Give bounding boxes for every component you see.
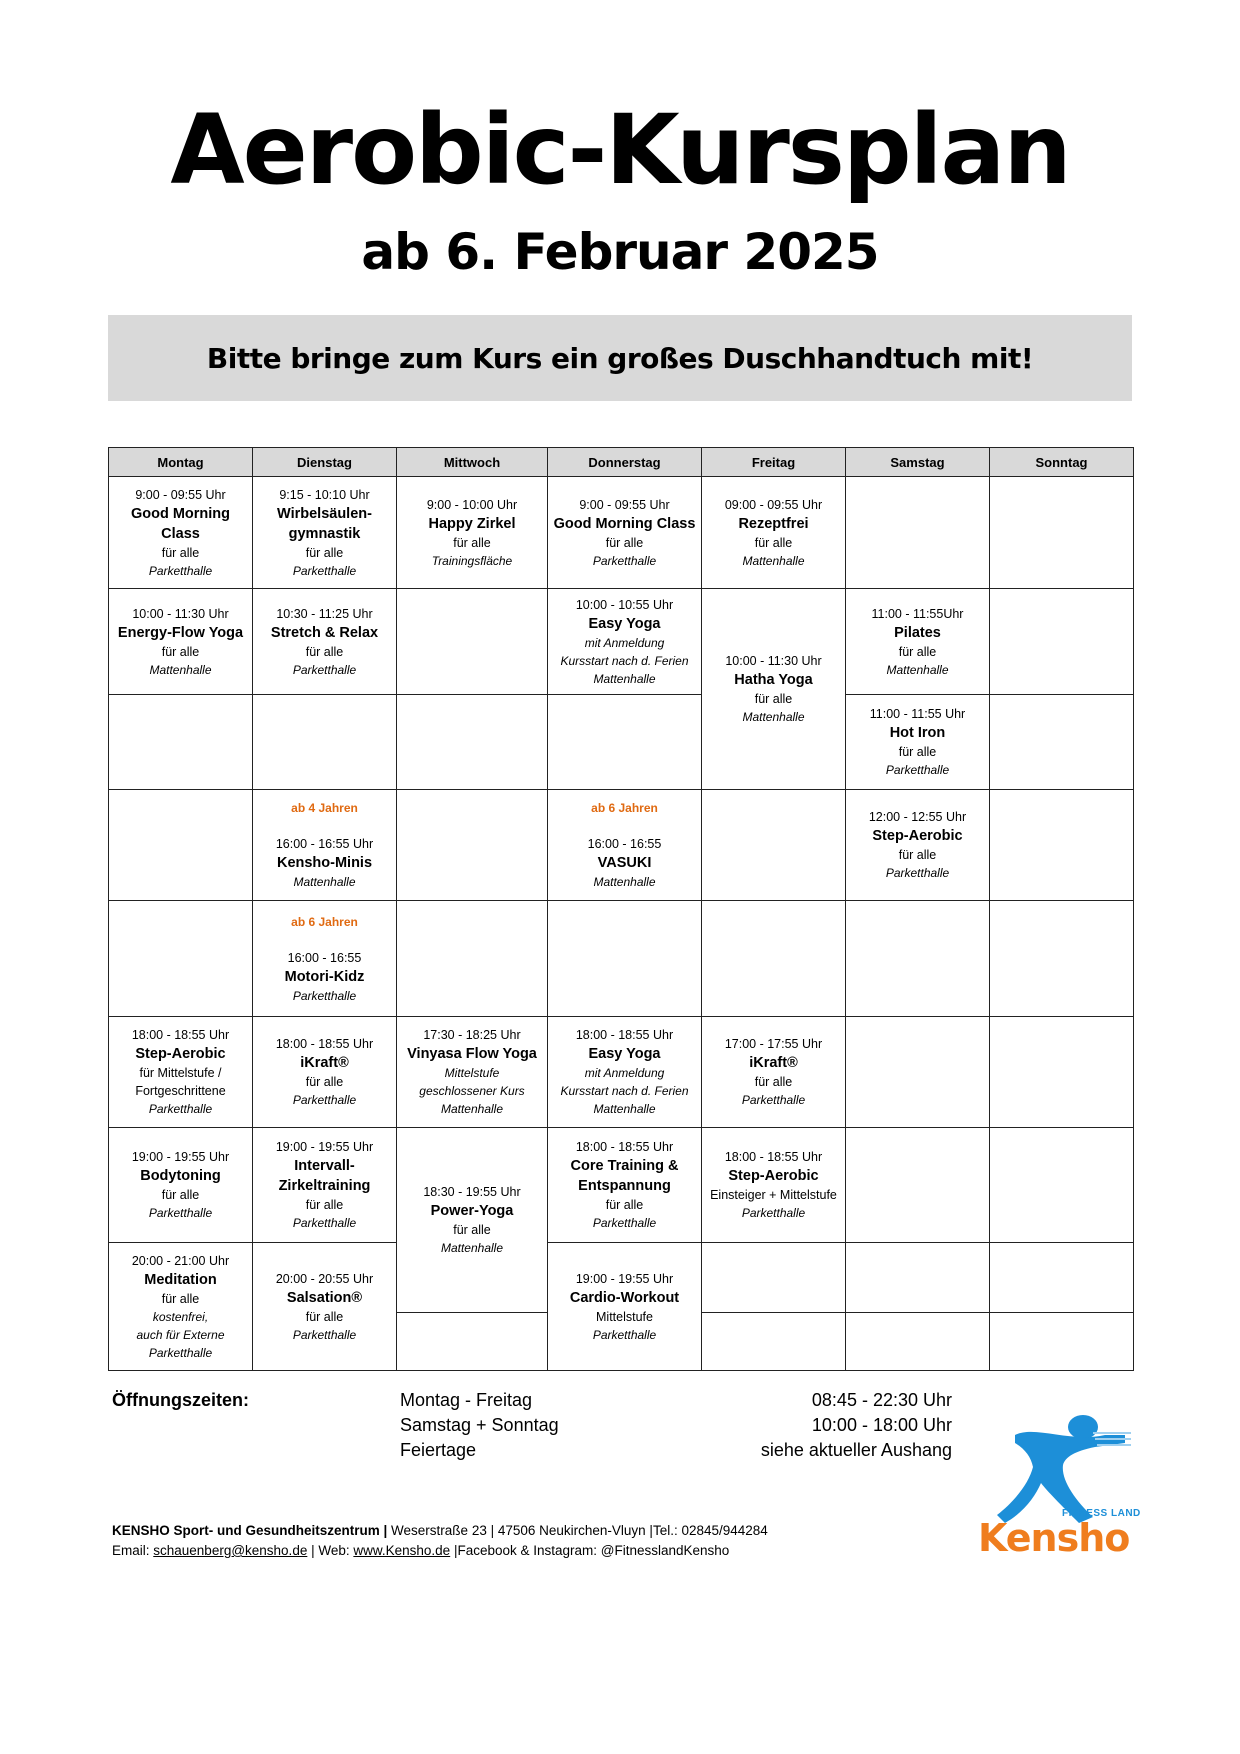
- course-cell: [253, 901, 397, 1017]
- course-audience: für alle: [161, 644, 200, 659]
- course-room: Trainingsfläche: [431, 553, 513, 568]
- empty-cell: [702, 1313, 846, 1371]
- course-room: Mattenhalle: [593, 1102, 656, 1116]
- course-room: Mattenhalle: [293, 875, 356, 889]
- course-cell: [548, 1017, 702, 1128]
- course-time: 18:00 - 18:55 Uhr: [575, 1140, 674, 1154]
- empty-cell: [397, 901, 548, 1017]
- course-time: 9:15 - 10:10 Uhr: [279, 487, 370, 502]
- course-room: Parketthalle: [292, 1327, 357, 1342]
- contact-footer: [112, 1521, 768, 1561]
- course-room: Parketthalle: [885, 763, 950, 777]
- course-room: Parketthalle: [292, 563, 357, 578]
- course-room: Parketthalle: [741, 1206, 806, 1220]
- course-time: 18:00 - 18:55 Uhr: [575, 1028, 674, 1042]
- empty-cell: [990, 589, 1134, 695]
- course-room: Mattenhalle: [742, 553, 805, 568]
- course-audience: für alle: [161, 545, 200, 560]
- day-header: Montag: [109, 448, 253, 477]
- course-note: mit Anmeldung: [584, 635, 665, 650]
- course-cell: [253, 477, 397, 589]
- course-note: Kursstart nach d. Ferien: [560, 1084, 689, 1098]
- course-audience: Einsteiger + Mittelstufe: [710, 1188, 837, 1202]
- empty-cell: [846, 901, 990, 1017]
- course-room: Parketthalle: [148, 563, 213, 578]
- age-label: ab 4 Jahren: [291, 801, 358, 815]
- day-header: Samstag: [846, 448, 990, 477]
- empty-cell: [548, 695, 702, 790]
- schedule-row: [109, 1017, 1134, 1128]
- course-cell: [253, 1017, 397, 1128]
- course-time: 11:00 - 11:55 Uhr: [869, 707, 966, 721]
- course-cell: [109, 1017, 253, 1128]
- hours-days: Feiertage: [400, 1440, 477, 1460]
- empty-cell: [702, 901, 846, 1017]
- course-name: Rezeptfrei: [738, 515, 809, 532]
- course-time: 9:00 - 09:55 Uhr: [579, 497, 670, 512]
- course-room: Parketthalle: [292, 988, 357, 1003]
- hours-time: 10:00 - 18:00 Uhr: [811, 1415, 952, 1435]
- course-cell: [846, 695, 990, 790]
- course-room: Parketthalle: [592, 1216, 657, 1230]
- course-note: Mittelstufe: [444, 1066, 500, 1080]
- course-name: iKraft®: [300, 1055, 349, 1071]
- course-name: iKraft®: [749, 1055, 798, 1071]
- course-time: 10:00 - 10:55 Uhr: [575, 597, 674, 612]
- course-name: Wirbelsäulen-gymnastik: [277, 505, 372, 542]
- logo-brand: Kensho: [978, 1516, 1130, 1560]
- course-name: Pilates: [894, 624, 941, 641]
- course-audience: für alle: [898, 848, 937, 862]
- age-label: ab 6 Jahren: [291, 914, 358, 929]
- course-audience: für alle: [605, 535, 644, 550]
- course-name: Vinyasa Flow Yoga: [407, 1046, 537, 1062]
- course-cell: [109, 1128, 253, 1243]
- course-room: Parketthalle: [592, 553, 657, 568]
- course-time: 10:30 - 11:25 Uhr: [276, 606, 373, 621]
- empty-cell: [990, 695, 1134, 790]
- course-audience: Fortgeschrittene: [135, 1084, 226, 1098]
- course-room: Mattenhalle: [440, 1102, 504, 1116]
- empty-cell: [109, 695, 253, 790]
- course-time: 18:00 - 18:55 Uhr: [275, 1037, 374, 1051]
- empty-cell: [990, 1243, 1134, 1313]
- course-cell: [702, 1017, 846, 1128]
- course-time: 16:00 - 16:55: [287, 950, 362, 965]
- course-name: Motori-Kidz: [284, 968, 365, 985]
- course-name: Energy-Flow Yoga: [117, 624, 244, 641]
- course-room: Parketthalle: [741, 1093, 806, 1107]
- course-note: geschlossener Kurs: [419, 1084, 525, 1098]
- course-audience: für alle: [305, 1198, 344, 1212]
- course-name: VASUKI: [597, 855, 652, 871]
- empty-cell: [397, 695, 548, 790]
- course-cell: [702, 477, 846, 589]
- course-audience: für alle: [161, 1291, 200, 1306]
- course-room: Mattenhalle: [742, 710, 805, 724]
- course-note: mit Anmeldung: [584, 1066, 665, 1080]
- empty-cell: [846, 1243, 990, 1313]
- course-name: Kensho-Minis: [276, 855, 373, 871]
- course-cell: [109, 589, 253, 695]
- opening-hours-label: Öffnungszeiten:: [112, 1390, 249, 1410]
- course-time: 19:00 - 19:55 Uhr: [275, 1140, 374, 1154]
- schedule-row: [109, 790, 1134, 901]
- course-audience: für alle: [305, 1075, 344, 1089]
- course-time: 16:00 - 16:55: [587, 837, 662, 851]
- course-note: kostenfrei,: [152, 1309, 209, 1324]
- empty-cell: [846, 477, 990, 589]
- course-cell: [253, 589, 397, 695]
- course-cell: [253, 1128, 397, 1243]
- day-header: Donnerstag: [548, 448, 702, 477]
- course-time: 10:00 - 11:30 Uhr: [725, 654, 822, 668]
- course-room: Mattenhalle: [886, 662, 949, 677]
- address: Weserstraße 23 | 47506 Neukirchen-Vluyn |Tel.: 02845/944284: [387, 1523, 768, 1538]
- schedule-row: [109, 589, 1134, 695]
- course-audience: für alle: [161, 1188, 200, 1202]
- course-room: Mattenhalle: [593, 671, 656, 686]
- web-label: | Web:: [307, 1543, 354, 1558]
- page-title: Aerobic-Kursplan: [170, 94, 1070, 206]
- course-audience: für alle: [754, 1075, 793, 1089]
- day-header: Mittwoch: [397, 448, 548, 477]
- course-time: 12:00 - 12:55 Uhr: [868, 810, 967, 824]
- schedule-row: [109, 901, 1134, 1017]
- contact-line: [112, 1541, 768, 1561]
- empty-cell: [990, 1313, 1134, 1371]
- empty-cell: [990, 790, 1134, 901]
- empty-cell: [397, 1313, 548, 1371]
- course-time: 10:00 - 11:30 Uhr: [132, 606, 229, 621]
- day-header: Freitag: [702, 448, 846, 477]
- course-audience: für alle: [898, 745, 937, 759]
- course-cell: [846, 790, 990, 901]
- course-cell: [548, 1243, 702, 1371]
- course-name: Cardio-Workout: [569, 1289, 680, 1306]
- course-cell: [548, 589, 702, 695]
- course-name: Intervall-Zirkeltraining: [278, 1158, 371, 1194]
- course-note: auch für Externe: [136, 1327, 225, 1342]
- course-audience: für alle: [453, 535, 491, 550]
- course-cell: [397, 1128, 548, 1313]
- course-audience: für alle: [305, 545, 344, 560]
- day-header: Sonntag: [990, 448, 1134, 477]
- empty-cell: [253, 695, 397, 790]
- course-audience: für alle: [305, 1309, 344, 1324]
- empty-cell: [990, 1128, 1134, 1243]
- empty-cell: [397, 790, 548, 901]
- course-name: Good Morning Class: [130, 505, 231, 542]
- course-cell: [109, 1243, 253, 1371]
- course-cell: [702, 1128, 846, 1243]
- course-time: 18:30 - 19:55 Uhr: [423, 1185, 521, 1199]
- course-name: Good Morning Class: [553, 515, 696, 532]
- course-time: 11:00 - 11:55Uhr: [871, 606, 964, 621]
- schedule-row: [109, 477, 1134, 589]
- course-name: Power-Yoga: [430, 1203, 514, 1219]
- course-audience: Mittelstufe: [596, 1309, 653, 1324]
- course-name: Bodytoning: [140, 1168, 221, 1184]
- course-name: Easy Yoga: [588, 1046, 661, 1062]
- course-room: Mattenhalle: [149, 662, 212, 677]
- course-cell: [253, 790, 397, 901]
- course-room: Mattenhalle: [440, 1241, 504, 1255]
- course-name: Step-Aerobic: [872, 828, 963, 844]
- course-time: 20:00 - 20:55 Uhr: [275, 1271, 374, 1286]
- course-room: Parketthalle: [592, 1327, 657, 1342]
- course-time: 19:00 - 19:55 Uhr: [575, 1271, 674, 1286]
- course-name: Step-Aerobic: [728, 1168, 819, 1184]
- course-audience: für alle: [898, 644, 937, 659]
- empty-cell: [846, 1017, 990, 1128]
- day-header: Dienstag: [253, 448, 397, 477]
- course-room: Parketthalle: [292, 662, 357, 677]
- logo-tagline: FITNESS LAND: [1062, 1508, 1141, 1519]
- age-label: ab 6 Jahren: [591, 801, 658, 815]
- course-time: 9:00 - 09:55 Uhr: [135, 487, 226, 502]
- course-cell: [846, 589, 990, 695]
- empty-cell: [846, 1313, 990, 1371]
- hours-time: 08:45 - 22:30 Uhr: [811, 1390, 952, 1410]
- course-name: Happy Zirkel: [428, 515, 516, 532]
- course-room: Parketthalle: [148, 1102, 213, 1116]
- course-name: Easy Yoga: [588, 615, 661, 632]
- course-room: Parketthalle: [148, 1345, 213, 1360]
- course-cell: [548, 477, 702, 589]
- course-name: Hatha Yoga: [734, 672, 813, 688]
- course-time: 18:00 - 18:55 Uhr: [724, 1150, 823, 1164]
- empty-cell: [548, 901, 702, 1017]
- web-link[interactable]: www.Kensho.de: [353, 1543, 451, 1558]
- schedule-row: [109, 695, 1134, 790]
- course-cell: [702, 589, 846, 790]
- course-room: Parketthalle: [148, 1206, 213, 1220]
- schedule-row: [109, 1243, 1134, 1313]
- course-room: Mattenhalle: [593, 875, 656, 889]
- course-time: 09:00 - 09:55 Uhr: [724, 497, 823, 512]
- course-schedule-table: [108, 447, 1134, 1371]
- course-time: 19:00 - 19:55 Uhr: [131, 1150, 230, 1164]
- address-line: [112, 1521, 768, 1541]
- page-subtitle: ab 6. Februar 2025: [361, 223, 879, 281]
- course-cell: [548, 790, 702, 901]
- empty-cell: [702, 790, 846, 901]
- course-time: 17:30 - 18:25 Uhr: [423, 1028, 521, 1042]
- org-name: KENSHO Sport- und Gesundheitszentrum |: [112, 1523, 388, 1538]
- course-time: 9:00 - 10:00 Uhr: [426, 497, 518, 512]
- course-name: Hot Iron: [889, 725, 946, 741]
- course-cell: [109, 477, 253, 589]
- empty-cell: [109, 790, 253, 901]
- empty-cell: [846, 1128, 990, 1243]
- empty-cell: [990, 1017, 1134, 1128]
- course-name: Stretch & Relax: [270, 624, 379, 641]
- day-header-row: [109, 448, 1134, 477]
- course-audience: für alle: [754, 535, 793, 550]
- hours-days: Montag - Freitag: [400, 1390, 533, 1410]
- course-audience: für Mittelstufe /: [139, 1066, 222, 1080]
- empty-cell: [109, 901, 253, 1017]
- course-audience: für alle: [453, 1223, 491, 1237]
- empty-cell: [397, 589, 548, 695]
- course-cell: [253, 1243, 397, 1371]
- course-time: 20:00 - 21:00 Uhr: [131, 1253, 230, 1268]
- empty-cell: [702, 1243, 846, 1313]
- hours-time: siehe aktueller Aushang: [760, 1440, 952, 1460]
- course-note: Kursstart nach d. Ferien: [560, 653, 689, 668]
- schedule-row: [109, 1128, 1134, 1243]
- course-audience: für alle: [754, 692, 793, 706]
- course-time: 17:00 - 17:55 Uhr: [724, 1037, 823, 1051]
- course-time: 18:00 - 18:55 Uhr: [131, 1028, 230, 1042]
- course-audience: für alle: [605, 1198, 644, 1212]
- course-room: Parketthalle: [292, 1216, 357, 1230]
- empty-cell: [990, 477, 1134, 589]
- course-cell: [548, 1128, 702, 1243]
- course-name: Salsation®: [286, 1289, 363, 1306]
- course-name: Step-Aerobic: [135, 1046, 226, 1062]
- course-room: Parketthalle: [292, 1093, 357, 1107]
- course-cell: [397, 477, 548, 589]
- empty-cell: [990, 901, 1134, 1017]
- course-audience: für alle: [305, 644, 344, 659]
- course-name: Meditation: [144, 1271, 217, 1288]
- hours-days: Samstag + Sonntag: [400, 1415, 559, 1435]
- email-label: Email:: [112, 1543, 154, 1558]
- course-room: Parketthalle: [885, 866, 950, 880]
- email-link[interactable]: schauenberg@kensho.de: [153, 1543, 308, 1558]
- social-handle: |Facebook & Instagram: @FitnesslandKensho: [450, 1543, 730, 1558]
- course-cell: [397, 1017, 548, 1128]
- course-name: Core Training & Entspannung: [570, 1158, 679, 1194]
- towel-notice-banner: Bitte bringe zum Kurs ein großes Duschhandtuch mit!: [108, 315, 1132, 401]
- course-time: 16:00 - 16:55 Uhr: [275, 837, 374, 851]
